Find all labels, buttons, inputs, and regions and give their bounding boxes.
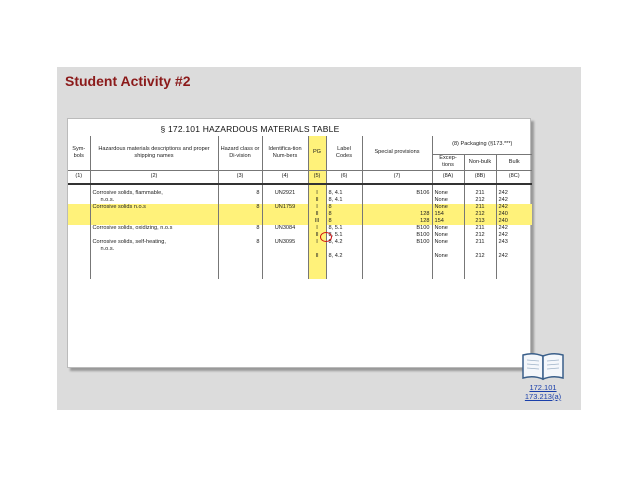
row-hazard: 8 — [218, 239, 262, 279]
row-id: UN2921 — [262, 184, 308, 204]
row-labels: 8, 5.1 8, 5.1 — [326, 225, 362, 239]
row-non-bulk: 211 212 213 — [464, 204, 496, 225]
row-id: UN3095 — [262, 239, 308, 279]
col-num: (8B) — [464, 170, 496, 184]
col-num: (4) — [262, 170, 308, 184]
col-num: (7) — [362, 170, 432, 184]
row-special: 128 128 — [362, 204, 432, 225]
row-non-bulk: 211 212 — [464, 239, 496, 279]
header-bulk: Bulk — [496, 154, 532, 170]
header-row — [68, 136, 532, 154]
link-172-101[interactable]: 172.101 — [529, 383, 557, 392]
row-labels: 8 8 8 — [326, 204, 362, 225]
table-row — [68, 184, 532, 204]
row-special: B100 — [362, 239, 432, 279]
row-description: Corrosive solids, oxidizing, n.o.s — [90, 225, 218, 239]
row-bulk: 243 242 — [498, 239, 508, 259]
header-packaging: (8) Packaging (§173.***) — [432, 136, 532, 154]
header-exceptions: Excep-tions — [432, 154, 464, 170]
header-label-codes: Label Codes — [326, 136, 362, 170]
header-special: Special provisions — [362, 136, 432, 170]
row-labels: 8, 4.1 8, 4.1 — [326, 184, 362, 204]
row-hazard: 8 — [218, 184, 262, 204]
row-non-bulk: 211 212 — [464, 184, 496, 204]
table-row-highlighted — [68, 204, 532, 225]
row-id: UN3084 — [262, 225, 308, 239]
row-exceptions: None None — [432, 225, 464, 239]
row-exceptions: None None — [432, 184, 464, 204]
pg-circle-annotation — [320, 232, 332, 242]
header-hazard-class: Hazard class or Di-vision — [218, 136, 262, 170]
row-description: Corrosive solids, flammable, n.o.s. — [90, 184, 218, 204]
header-symbols: Sym-bols — [68, 136, 90, 170]
row-bulk: 242 240 240 — [496, 204, 532, 225]
row-hazard: 8 — [218, 204, 262, 225]
row-special: B100 B100 — [362, 225, 432, 239]
row-pg: I II — [308, 239, 326, 279]
col-num: (2) — [90, 170, 218, 184]
hazmat-table-card — [67, 118, 531, 368]
header-id-numbers: Identifica-tion Num-bers — [262, 136, 308, 170]
slide-title: Student Activity #2 — [65, 73, 191, 89]
book-icon[interactable] — [521, 351, 565, 381]
table-row — [68, 225, 532, 239]
row-description: Corrosive solids, self-heating, n.o.s. — [90, 239, 218, 279]
header-description: Hazardous materials descriptions and proper shipping names — [90, 136, 218, 170]
col-num: (1) — [68, 170, 90, 184]
col-num: (8C) — [496, 170, 532, 184]
column-number-row — [68, 170, 532, 184]
row-pg: I II III — [308, 204, 326, 225]
slide — [57, 67, 581, 410]
col-num: (8A) — [432, 170, 464, 184]
row-id: UN1759 — [262, 204, 308, 225]
col-num: (6) — [326, 170, 362, 184]
table-title: § 172.101 HAZARDOUS MATERIALS TABLE — [160, 124, 340, 134]
row-bulk: 242 242 — [498, 225, 508, 238]
row-exceptions: None 154 154 — [432, 204, 464, 225]
row-bulk: 242 242 — [498, 190, 508, 203]
row-non-bulk: 211 212 — [464, 225, 496, 239]
reference-links — [513, 383, 573, 401]
row-pg: I II — [308, 225, 326, 239]
row-labels: 8, 4.2 8, 4.2 — [326, 239, 362, 279]
row-description: Corrosive solids n.o.s — [90, 204, 218, 225]
table-row — [68, 239, 532, 279]
header-pg: PG — [308, 136, 326, 170]
link-173-213a[interactable]: 173.213(a) — [524, 392, 562, 401]
header-non-bulk: Non-bulk — [464, 154, 496, 170]
col-num: (5) — [308, 170, 326, 184]
row-pg: I II — [308, 184, 326, 204]
hazmat-table — [68, 136, 532, 279]
row-hazard: 8 — [218, 225, 262, 239]
row-special: B106 — [362, 184, 432, 204]
row-exceptions: None None — [432, 239, 464, 279]
col-num: (3) — [218, 170, 262, 184]
